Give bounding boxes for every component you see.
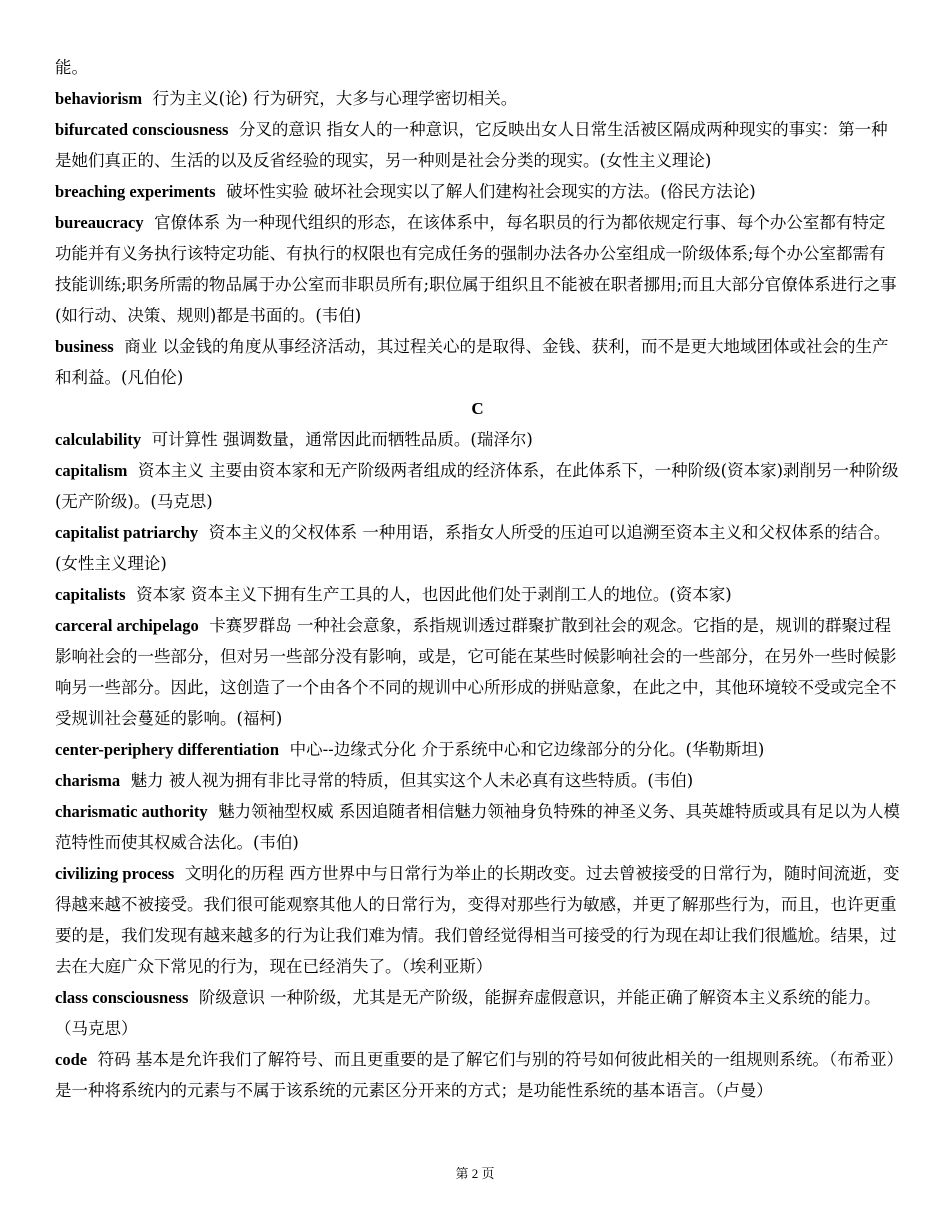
glossary-entry <box>55 207 900 331</box>
entry-term: capitalism <box>55 461 128 480</box>
glossary-entry <box>55 1044 900 1106</box>
entry-definition: 卡赛罗群岛 一种社会意象，系指规训透过群聚扩散到社会的观念。它指的是，规训的群聚过程影响社会的一些部分，但对另一些部分没有影响，或是，它可能在某些时候影响社会的一些部分，在另外一些时候影响另一些部分。因此，这创造了一个由各个不同的规训中心所形成的拼贴意象，在此之中，其他环境较不受或完全不受规训社会蔓延的影响。(福柯) <box>55 616 897 728</box>
entry-term: carceral archipelago <box>55 616 199 635</box>
glossary-entry <box>55 517 900 579</box>
entry-definition: 中心--边缘式分化 介于系统中心和它边缘部分的分化。(华勒斯坦) <box>289 740 765 759</box>
glossary-content <box>55 52 900 1106</box>
glossary-entry <box>55 610 900 734</box>
entry-definition: 符码 基本是允许我们了解符号、而且更重要的是了解它们与别的符号如何彼此相关的一组规则系统。（布希亚）是一种将系统内的元素与不属于该系统的元素区分开来的方式；是功能性系统的基本语言。（卢曼） <box>55 1050 895 1100</box>
glossary-entry <box>55 83 900 114</box>
glossary-entry <box>55 424 900 455</box>
entry-definition: 阶级意识 一种阶级，尤其是无产阶级，能摒弃虚假意识，并能正确了解资本主义系统的能力。（马克思） <box>55 988 881 1038</box>
entry-term: class consciousness <box>55 988 189 1007</box>
entry-definition: 资本家 资本主义下拥有生产工具的人，也因此他们处于剥削工人的地位。(资本家) <box>136 585 732 604</box>
entry-term: calculability <box>55 430 142 449</box>
entry-term: business <box>55 337 114 356</box>
glossary-entry <box>55 765 900 796</box>
section-heading: C <box>471 399 484 418</box>
page-number: 第 2 页 <box>455 1166 495 1181</box>
glossary-entry <box>55 331 900 393</box>
entry-definition: 破坏性实验 破坏社会现实以了解人们建构社会现实的方法。(俗民方法论) <box>226 182 756 201</box>
entry-definition: 官僚体系 为一种现代组织的形态，在该体系中，每名职员的行为都依规定行事、每个办公室都有特定功能并有义务执行该特定功能、有执行的权限也有完成任务的强制办法各办公室组成一阶级体系;每个办公室都需有技能训练;职务所需的物品属于办公室而非职员所有;职位属于组织且不能被在职者挪用;而且大部分官僚体系进行之事(如行动、决策、规则)都是书面的。(韦伯) <box>55 213 897 325</box>
glossary-entry <box>55 796 900 858</box>
glossary-entry <box>55 176 900 207</box>
entry-term: charisma <box>55 771 121 790</box>
entry-definition: 能。 <box>55 58 88 77</box>
entry-term: civilizing process <box>55 864 175 883</box>
entry-definition: 魅力 被人视为拥有非比寻常的特质，但其实这个人未必真有这些特质。(韦伯) <box>130 771 694 790</box>
entry-definition: 分叉的意识 指女人的一种意识，它反映出女人日常生活被区隔成两种现实的事实：第一种是她们真正的、生活的以及反省经验的现实，另一种则是社会分类的现实。(女性主义理论) <box>55 120 888 170</box>
glossary-entry <box>55 52 900 83</box>
entry-term: charismatic authority <box>55 802 208 821</box>
entry-definition: 商业 以金钱的角度从事经济活动，其过程关心的是取得、金钱、获利，而不是更大地域团体或社会的生产和利益。(凡伯伦) <box>55 337 889 387</box>
entry-definition: 资本主义的父权体系 一种用语，系指女人所受的压迫可以追溯至资本主义和父权体系的结合。(女性主义理论) <box>55 523 891 573</box>
glossary-entry <box>55 982 900 1044</box>
entry-term: bureaucracy <box>55 213 144 232</box>
entry-term: capitalists <box>55 585 126 604</box>
entry-definition: 文明化的历程 西方世界中与日常行为举止的长期改变。过去曾被接受的日常行为，随时间流逝，变得越来越不被接受。我们很可能观察其他人的日常行为，变得对那些行为敏感，并更了解那些行为，而且，也许更重要的是，我们发现有越来越多的行为让我们难为情。我们曾经觉得相当可接受的行为现在却让我们很尴尬。结果，过去在大庭广众下常见的行为，现在已经消失了。（埃利亚斯） <box>55 864 900 976</box>
entry-term: bifurcated consciousness <box>55 120 229 139</box>
entry-definition: 行为主义(论) 行为研究，大多与心理学密切相关。 <box>152 89 518 108</box>
entry-definition: 魅力领袖型权威 系因追随者相信魅力领袖身负特殊的神圣义务、具英雄特质或具有足以为人模范特性而使其权威合法化。(韦伯) <box>55 802 900 852</box>
entry-term: center-periphery differentiation <box>55 740 280 759</box>
glossary-entry <box>55 734 900 765</box>
glossary-entry <box>55 455 900 517</box>
entry-term: capitalist patriarchy <box>55 523 199 542</box>
entry-definition: 资本主义 主要由资本家和无产阶级两者组成的经济体系，在此体系下，一种阶级(资本家)剥削另一种阶级(无产阶级)。(马克思) <box>55 461 899 511</box>
glossary-entry <box>55 858 900 982</box>
glossary-entry <box>55 114 900 176</box>
entry-term: code <box>55 1050 88 1069</box>
entry-term: breaching experiments <box>55 182 216 201</box>
glossary-entry <box>55 579 900 610</box>
entry-definition: 可计算性 强调数量，通常因此而牺牲品质。(瑞泽尔) <box>151 430 533 449</box>
entry-term: behaviorism <box>55 89 143 108</box>
